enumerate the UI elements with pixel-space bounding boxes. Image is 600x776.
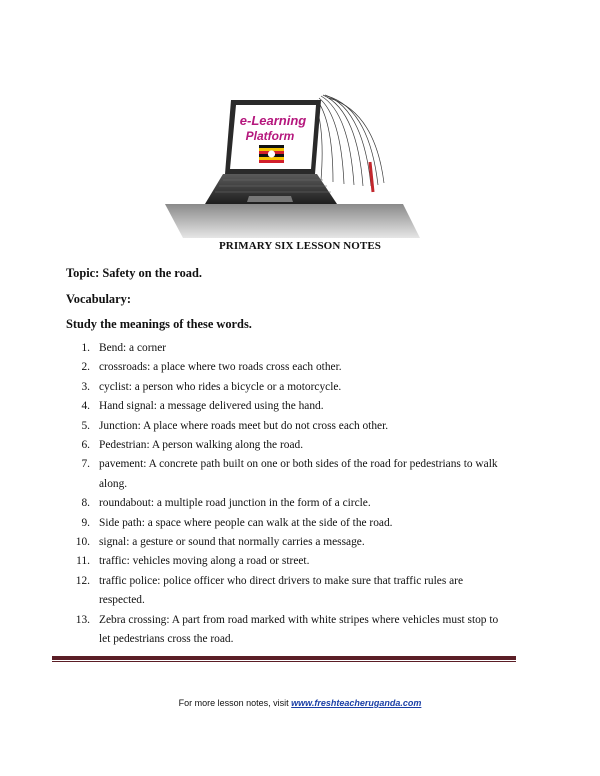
logo-line2: Platform xyxy=(245,129,295,143)
item-text: Bend: a corner xyxy=(99,342,167,354)
vocabulary-item xyxy=(66,611,506,650)
instruction-line: Study the meanings of these words. xyxy=(66,317,252,331)
item-number: 9. xyxy=(81,516,90,529)
item-text: Side path: a space where people can walk at the side of the road. xyxy=(99,516,393,529)
item-number: 10. xyxy=(75,536,90,549)
vocabulary-item xyxy=(66,358,506,377)
item-text: Pedestrian: A person walking along the road. xyxy=(99,439,304,452)
item-text: Zebra crossing: A part from road marked with white stripes where vehicles must stop to let pedestrians cross the road. xyxy=(99,613,499,646)
item-number: 3. xyxy=(81,380,90,393)
footer-text: For more lesson notes, visit xyxy=(178,698,292,708)
item-number: 4. xyxy=(81,400,90,413)
vocabulary-item xyxy=(66,552,506,571)
footer-divider-thin xyxy=(52,661,516,662)
item-text: traffic police: police officer who direct drivers to make sure that traffic rules are respected. xyxy=(99,574,464,607)
item-text: crossroads: a place where two roads cross each other. xyxy=(99,361,342,374)
footer-link[interactable]: www.freshteacheruganda.com xyxy=(291,698,422,708)
item-number: 2. xyxy=(81,361,90,374)
item-text: signal: a gesture or sound that normally carries a message. xyxy=(99,536,365,549)
vocabulary-item xyxy=(66,378,506,397)
vocabulary-item xyxy=(66,533,506,552)
uganda-flag-icon xyxy=(259,145,284,163)
item-text: pavement: A concrete path built on one or both sides of the road for pedestrians to walk along. xyxy=(99,458,498,490)
item-number: 7. xyxy=(81,458,90,471)
footer xyxy=(0,698,600,708)
item-text: roundabout: a multiple road junction in the form of a circle. xyxy=(99,497,371,510)
vocabulary-item xyxy=(66,417,506,436)
vocabulary-list xyxy=(66,339,506,650)
vocabulary-item xyxy=(66,339,506,358)
item-number: 11. xyxy=(76,555,90,568)
logo-line1: e-Learning xyxy=(239,113,307,128)
vocabulary-item xyxy=(66,455,506,494)
item-text: cyclist: a person who rides a bicycle or a motorcycle. xyxy=(99,380,342,393)
item-number: 12. xyxy=(75,574,90,587)
item-number: 13. xyxy=(75,613,90,626)
item-text: Hand signal: a message delivered using the hand. xyxy=(99,400,324,413)
vocabulary-label: Vocabulary: xyxy=(66,292,131,306)
vocabulary-item xyxy=(66,494,506,513)
footer-divider xyxy=(52,656,516,660)
vocabulary-item xyxy=(66,436,506,455)
item-text: traffic: vehicles moving along a road or street. xyxy=(99,555,310,568)
item-text: Junction: A place where roads meet but do not cross each other. xyxy=(99,419,389,432)
item-number: 5. xyxy=(81,419,90,432)
vocabulary-item xyxy=(66,572,506,611)
item-number: 8. xyxy=(81,497,90,510)
vocabulary-item xyxy=(66,397,506,416)
vocabulary-item xyxy=(66,514,506,533)
topic-line: Topic: Safety on the road. xyxy=(66,266,202,280)
page-heading: PRIMARY SIX LESSON NOTES xyxy=(218,240,382,252)
item-number: 1. xyxy=(81,342,90,354)
e-learning-platform-logo xyxy=(165,90,420,240)
item-number: 6. xyxy=(81,439,90,452)
